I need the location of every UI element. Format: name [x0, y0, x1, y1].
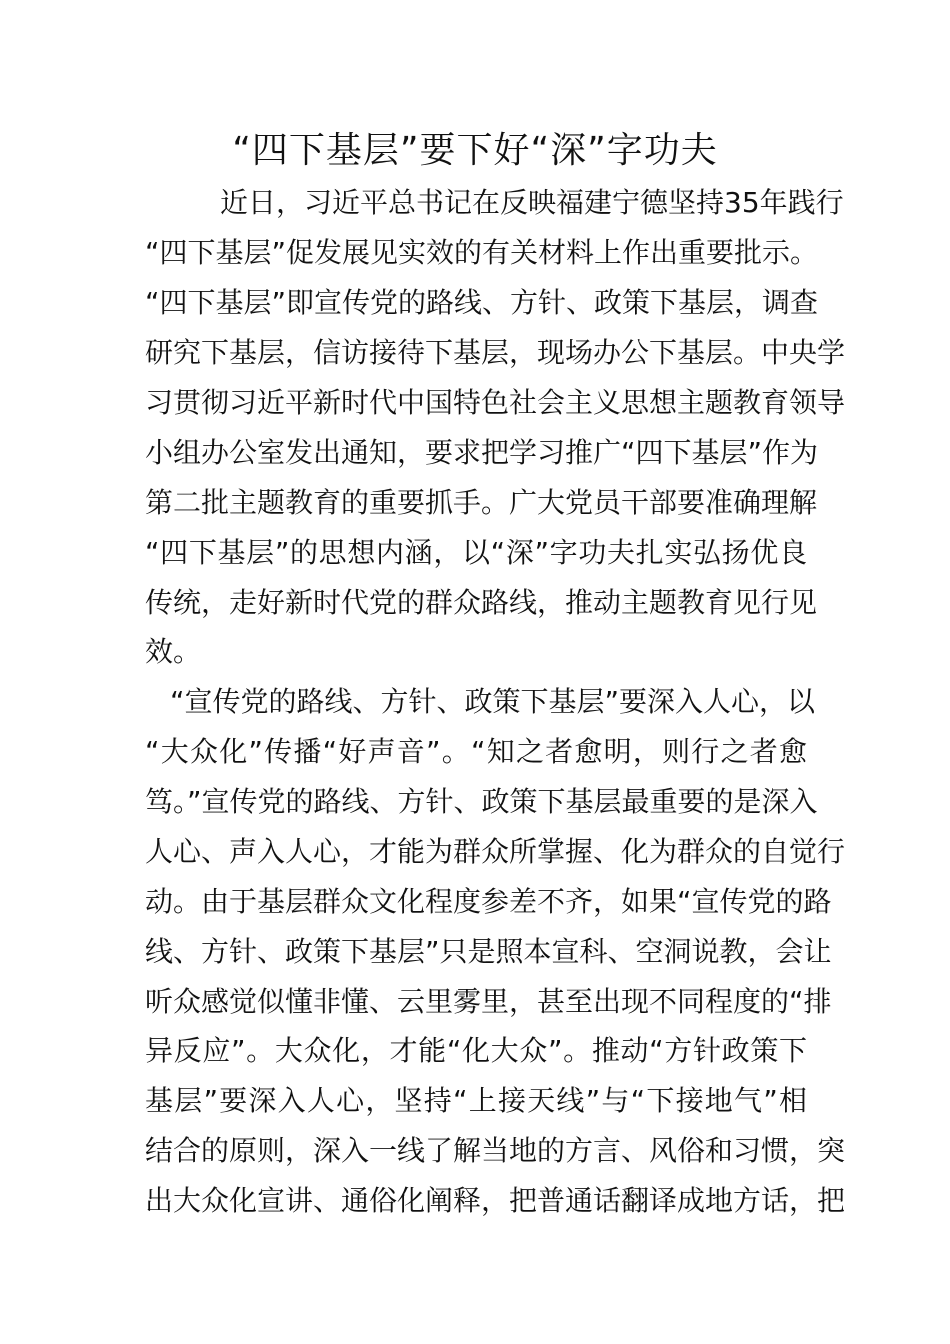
paragraph-1-line-1: 近日，习近平总书记在反映福建宁德坚持35年践行 [220, 186, 844, 219]
paragraph-2-line-1: “宣传党的路线、方针、政策下基层”要深入人心，以 [170, 685, 816, 718]
paragraph-2-line-6: 线、方针、政策下基层”只是照本宣科、空洞说教，会让 [145, 935, 832, 968]
paragraph-1-line-6: 小组办公室发出通知，要求把学习推广“四下基层”作为 [145, 436, 819, 469]
paragraph-2-line-8: 异反应”。大众化，才能“化大众”。推动“方针政策下 [145, 1034, 807, 1067]
paragraph-1-line-7: 第二批主题教育的重要抓手。广大党员干部要准确理解 [145, 486, 818, 519]
paragraph-2-line-3: 笃。”宣传党的路线、方针、政策下基层最重要的是深入 [145, 785, 818, 818]
paragraph-1-line-3: “四下基层”即宣传党的路线、方针、政策下基层，调查 [145, 286, 819, 319]
paragraph-2-line-5: 动。由于基层群众文化程度参差不齐，如果“宣传党的路 [145, 885, 832, 918]
paragraph-2-line-7: 听众感觉似懂非懂、云里雾里，甚至出现不同程度的“排 [145, 985, 832, 1018]
paragraph-2-line-10: 结合的原则，深入一线了解当地的方言、风俗和习惯，突 [145, 1134, 846, 1167]
paragraph-1-line-10: 效。 [145, 635, 202, 668]
paragraph-1-line-2: “四下基层”促发展见实效的有关材料上作出重要批示。 [145, 236, 819, 269]
paragraph-1-line-5: 习贯彻习近平新时代中国特色社会主义思想主题教育领导 [145, 386, 846, 419]
paragraph-1-line-4: 研究下基层，信访接待下基层，现场办公下基层。中央学 [145, 336, 846, 369]
document-title: “四下基层”要下好“深”字功夫 [232, 130, 718, 171]
paragraph-2-line-4: 人心、声入人心，才能为群众所掌握、化为群众的自觉行 [145, 835, 846, 868]
paragraph-2-line-11: 出大众化宣讲、通俗化阐释，把普通话翻译成地方话，把 [145, 1184, 846, 1217]
paragraph-2-line-9: 基层”要深入人心，坚持“上接天线”与“下接地气”相 [145, 1084, 807, 1117]
paragraph-1-line-8: “四下基层”的思想内涵，以“深”字功夫扎实弘扬优良 [145, 536, 807, 569]
paragraph-2-line-2: “大众化”传播“好声音”。“知之者愈明，则行之者愈 [145, 735, 807, 768]
paragraph-1-line-9: 传统，走好新时代党的群众路线，推动主题教育见行见 [145, 586, 818, 619]
